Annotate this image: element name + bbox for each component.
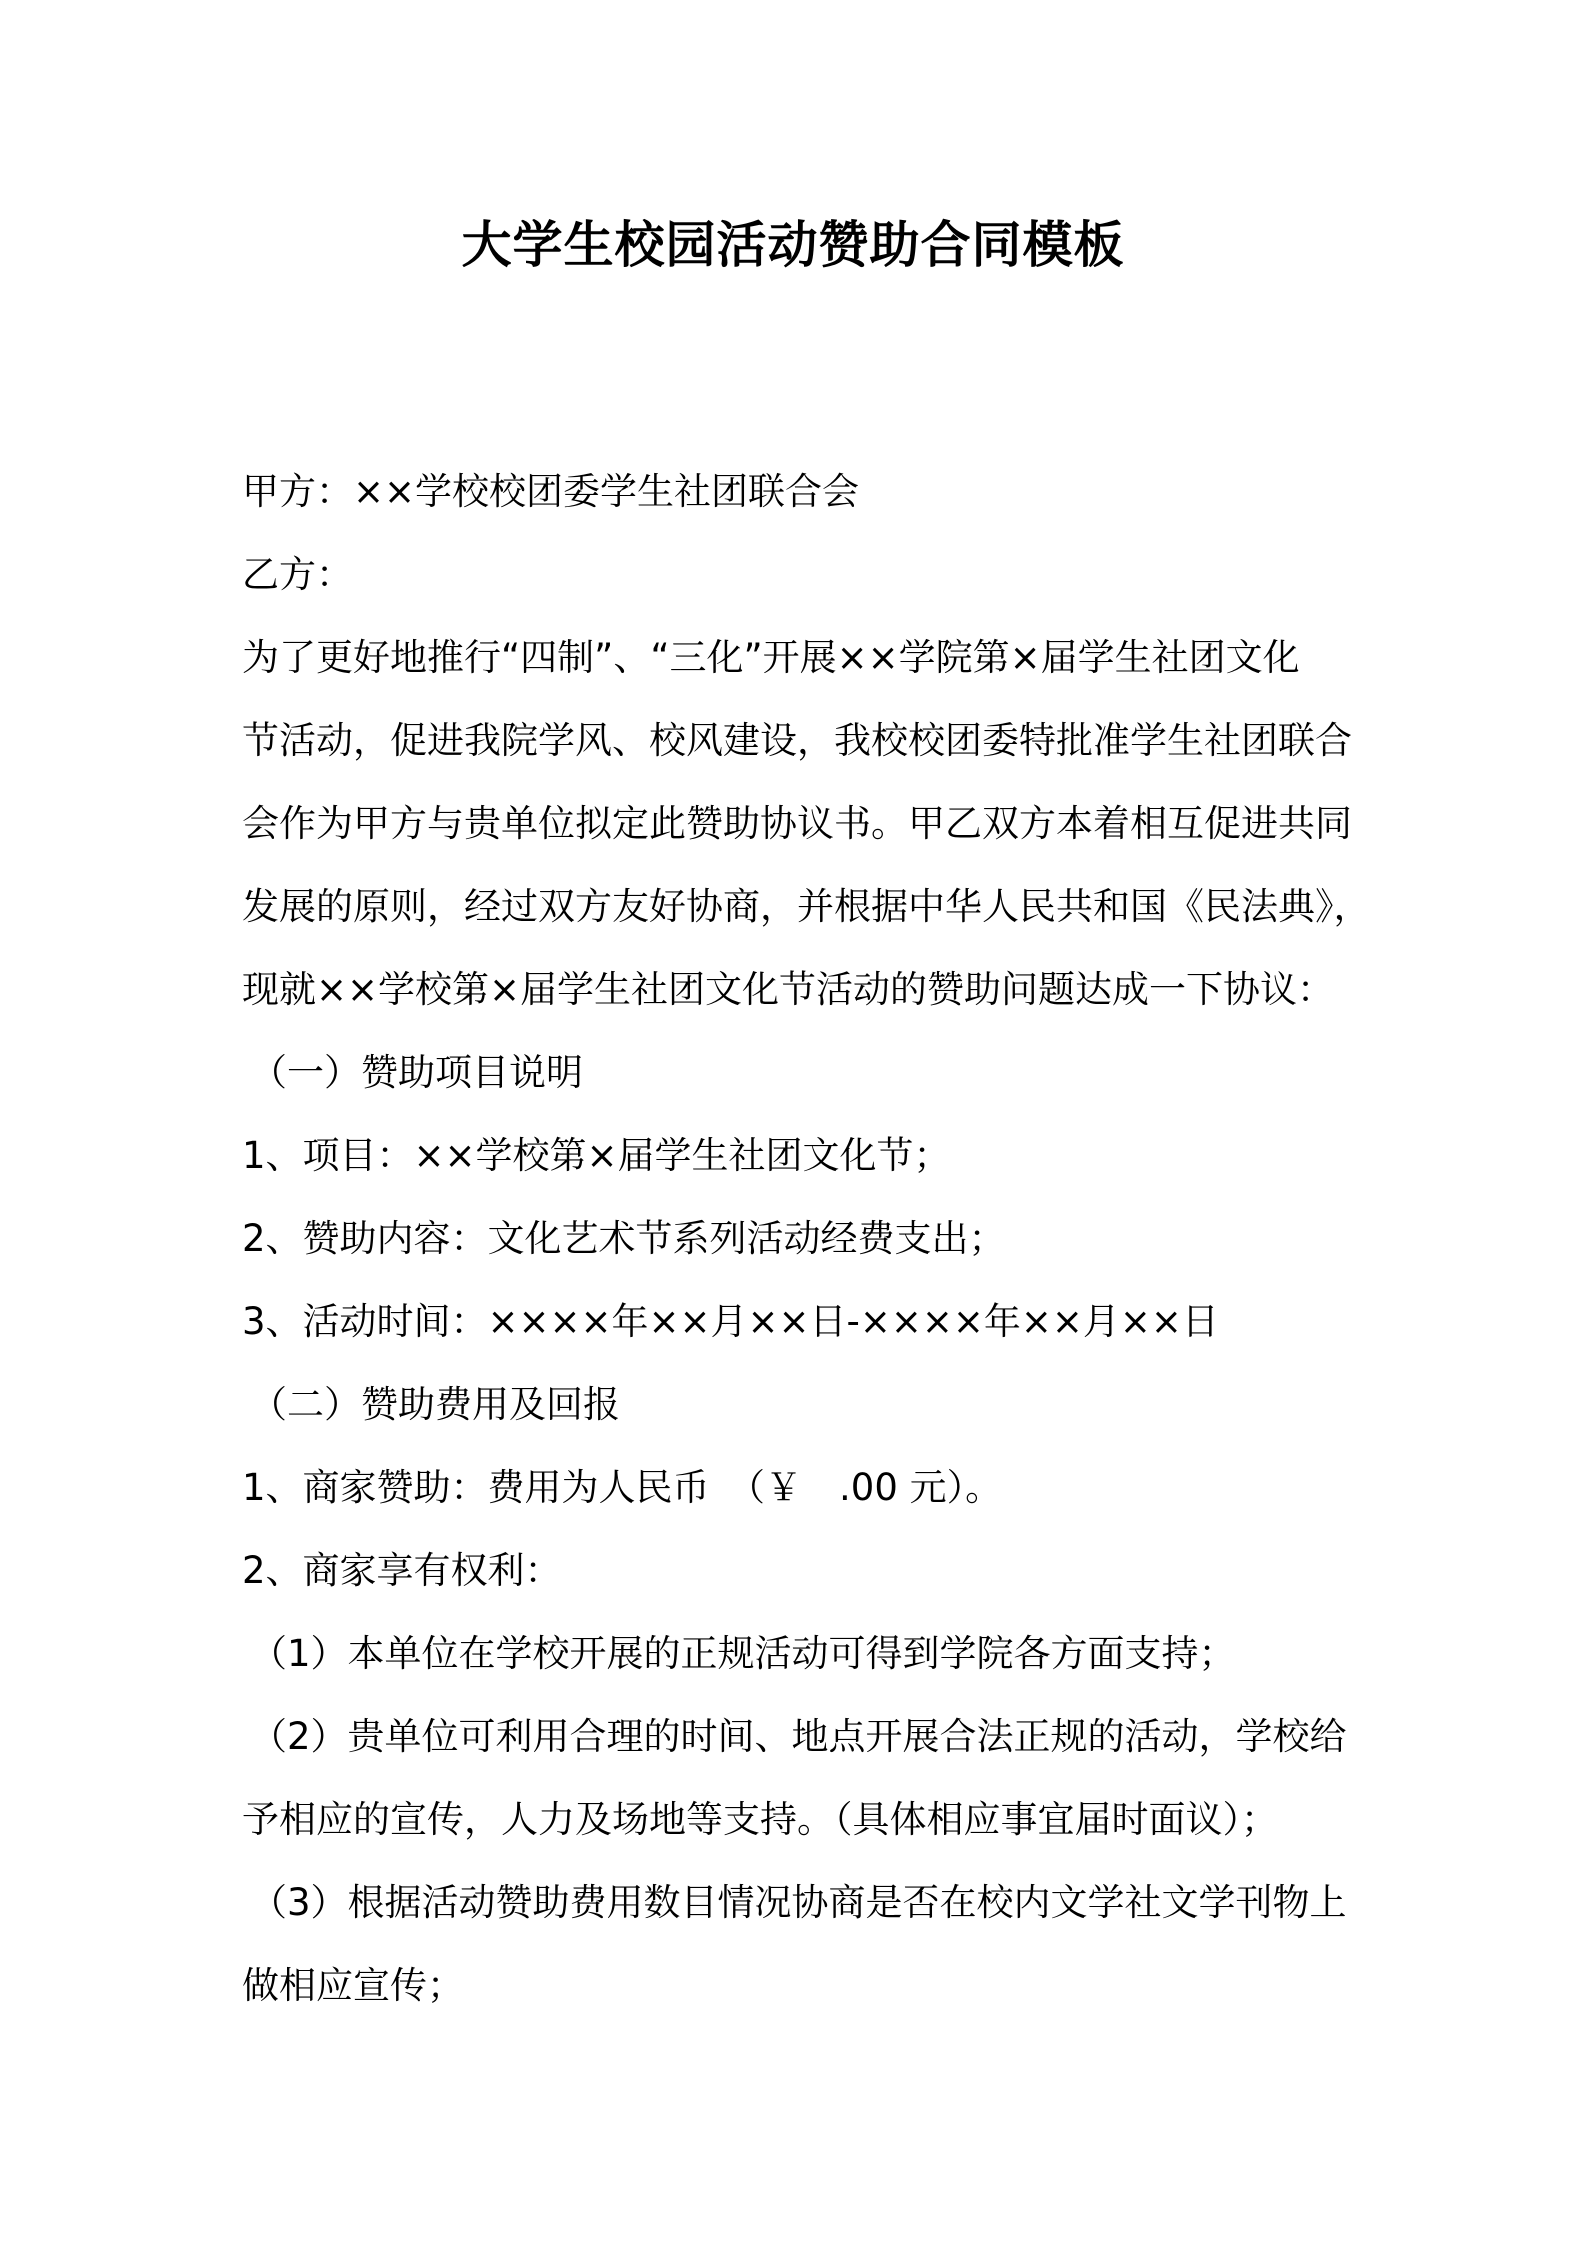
- clause-item: 1、商家赞助：费用为人民币 （￥ .00 元）。: [242, 1466, 1003, 1509]
- document-title: 大学生校园活动赞助合同模板: [461, 216, 1125, 274]
- section-heading-1: （一）赞助项目说明: [250, 1051, 583, 1094]
- preamble-line-5: 现就××学校第×届学生社团文化节活动的赞助问题达成一下协议：: [242, 968, 1335, 1011]
- clause-item: 2、赞助内容：文化艺术节系列活动经费支出；: [242, 1217, 1006, 1260]
- party-b-line: 乙方：: [242, 553, 353, 596]
- clause-item: 3、活动时间：××××年××月××日-××××年××月××日: [242, 1300, 1219, 1343]
- sub-clause-continuation: 予相应的宣传，人力及场地等支持。（具体相应事宜届时面议）；: [242, 1798, 1278, 1841]
- preamble-line-4: 发展的原则，经过双方友好协商，并根据中华人民共和国《民法典》，: [242, 885, 1371, 928]
- section-heading-2: （二）赞助费用及回报: [250, 1383, 620, 1426]
- preamble-line-1: 为了更好地推行“四制”、“三化”开展××学院第×届学生社团文化: [242, 636, 1300, 679]
- sub-clause-item: （1）本单位在学校开展的正规活动可得到学院各方面支持；: [250, 1632, 1236, 1675]
- preamble-line-2: 节活动，促进我院学风、校风建设，我校校团委特批准学生社团联合: [242, 719, 1352, 762]
- sub-clause-item: （2）贵单位可利用合理的时间、地点开展合法正规的活动，学校给: [250, 1715, 1347, 1758]
- document-body: [242, 450, 1371, 2027]
- party-a-line: 甲方：××学校校团委学生社团联合会: [242, 470, 860, 513]
- clause-item: 1、项目：××学校第×届学生社团文化节；: [242, 1134, 951, 1177]
- sub-clause-continuation: 做相应宣传；: [242, 1964, 464, 2007]
- preamble-line-3: 会作为甲方与贵单位拟定此赞助协议书。甲乙双方本着相互促进共同: [242, 802, 1352, 845]
- sub-clause-item: （3）根据活动赞助费用数目情况协商是否在校内文学社文学刊物上: [250, 1881, 1347, 1924]
- clause-item: 2、商家享有权利：: [242, 1549, 562, 1592]
